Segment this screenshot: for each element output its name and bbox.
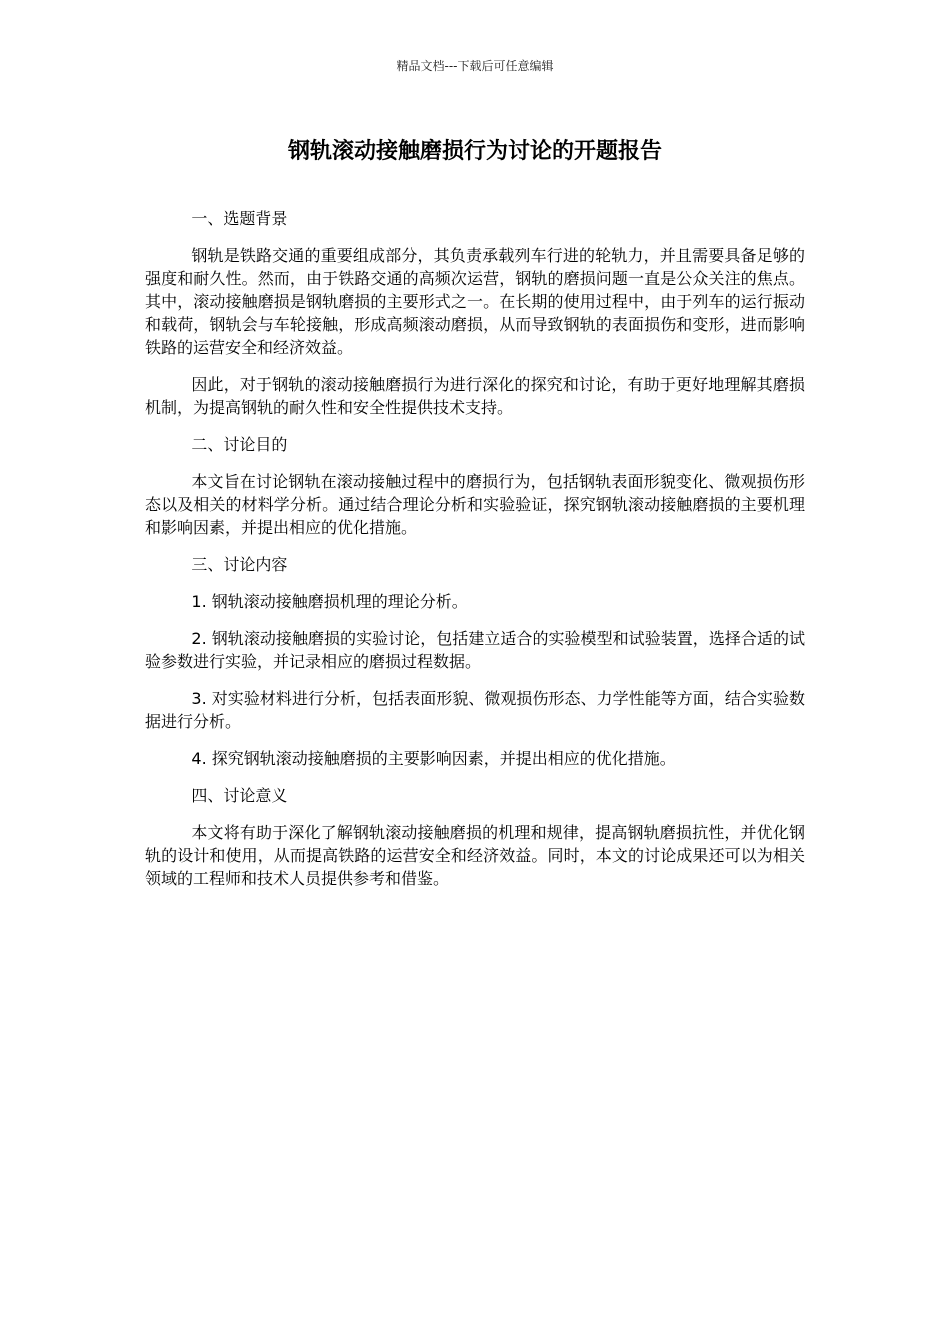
paragraph-significance: 本文将有助于深化了解钢轨滚动接触磨损的机理和规律，提高钢轨磨损抗性，并优化钢轨的设计和使用，从而提高铁路的运营安全和经济效益。同时，本文的讨论成果还可以为相关领域的工程师和技术人员提供参考和借鉴。 <box>145 823 805 888</box>
section-heading-content: 三、讨论内容 <box>191 555 288 574</box>
list-item-content-4: 4. 探究钢轨滚动接触磨损的主要影响因素，并提出相应的优化措施。 <box>191 749 676 768</box>
section-heading-significance: 四、讨论意义 <box>191 786 288 805</box>
header-note: 精品文档---下载后可任意编辑 <box>396 59 554 73</box>
list-item-content-3: 3. 对实验材料进行分析，包括表面形貌、微观损伤形态、力学性能等方面，结合实验数据进行分析。 <box>145 689 805 731</box>
section-heading-purpose: 二、讨论目的 <box>191 435 288 454</box>
section-heading-background: 一、选题背景 <box>191 209 288 228</box>
paragraph-purpose: 本文旨在讨论钢轨在滚动接触过程中的磨损行为，包括钢轨表面形貌变化、微观损伤形态以及相关的材料学分析。通过结合理论分析和实验验证，探究钢轨滚动接触磨损的主要机理和影响因素，并提出相应的优化措施。 <box>145 472 805 537</box>
list-item-content-2: 2. 钢轨滚动接触磨损的实验讨论，包括建立适合的实验模型和试验装置，选择合适的试验参数进行实验，并记录相应的磨损过程数据。 <box>145 629 805 671</box>
list-item-content-1: 1. 钢轨滚动接触磨损机理的理论分析。 <box>191 592 468 611</box>
page-title: 钢轨滚动接触磨损行为讨论的开题报告 <box>287 139 662 164</box>
paragraph-background-1: 钢轨是铁路交通的重要组成部分，其负责承载列车行进的轮轨力，并且需要具备足够的强度和耐久性。然而，由于铁路交通的高频次运营，钢轨的磨损问题一直是公众关注的焦点。其中，滚动接触磨损是钢轨磨损的主要形式之一。在长期的使用过程中，由于列车的运行振动和载荷，钢轨会与车轮接触，形成高频滚动磨损，从而导致钢轨的表面损伤和变形，进而影响铁路的运营安全和经济效益。 <box>145 246 805 357</box>
paragraph-background-2: 因此，对于钢轨的滚动接触磨损行为进行深化的探究和讨论，有助于更好地理解其磨损机制，为提高钢轨的耐久性和安全性提供技术支持。 <box>145 375 805 417</box>
document-body <box>145 207 805 904</box>
